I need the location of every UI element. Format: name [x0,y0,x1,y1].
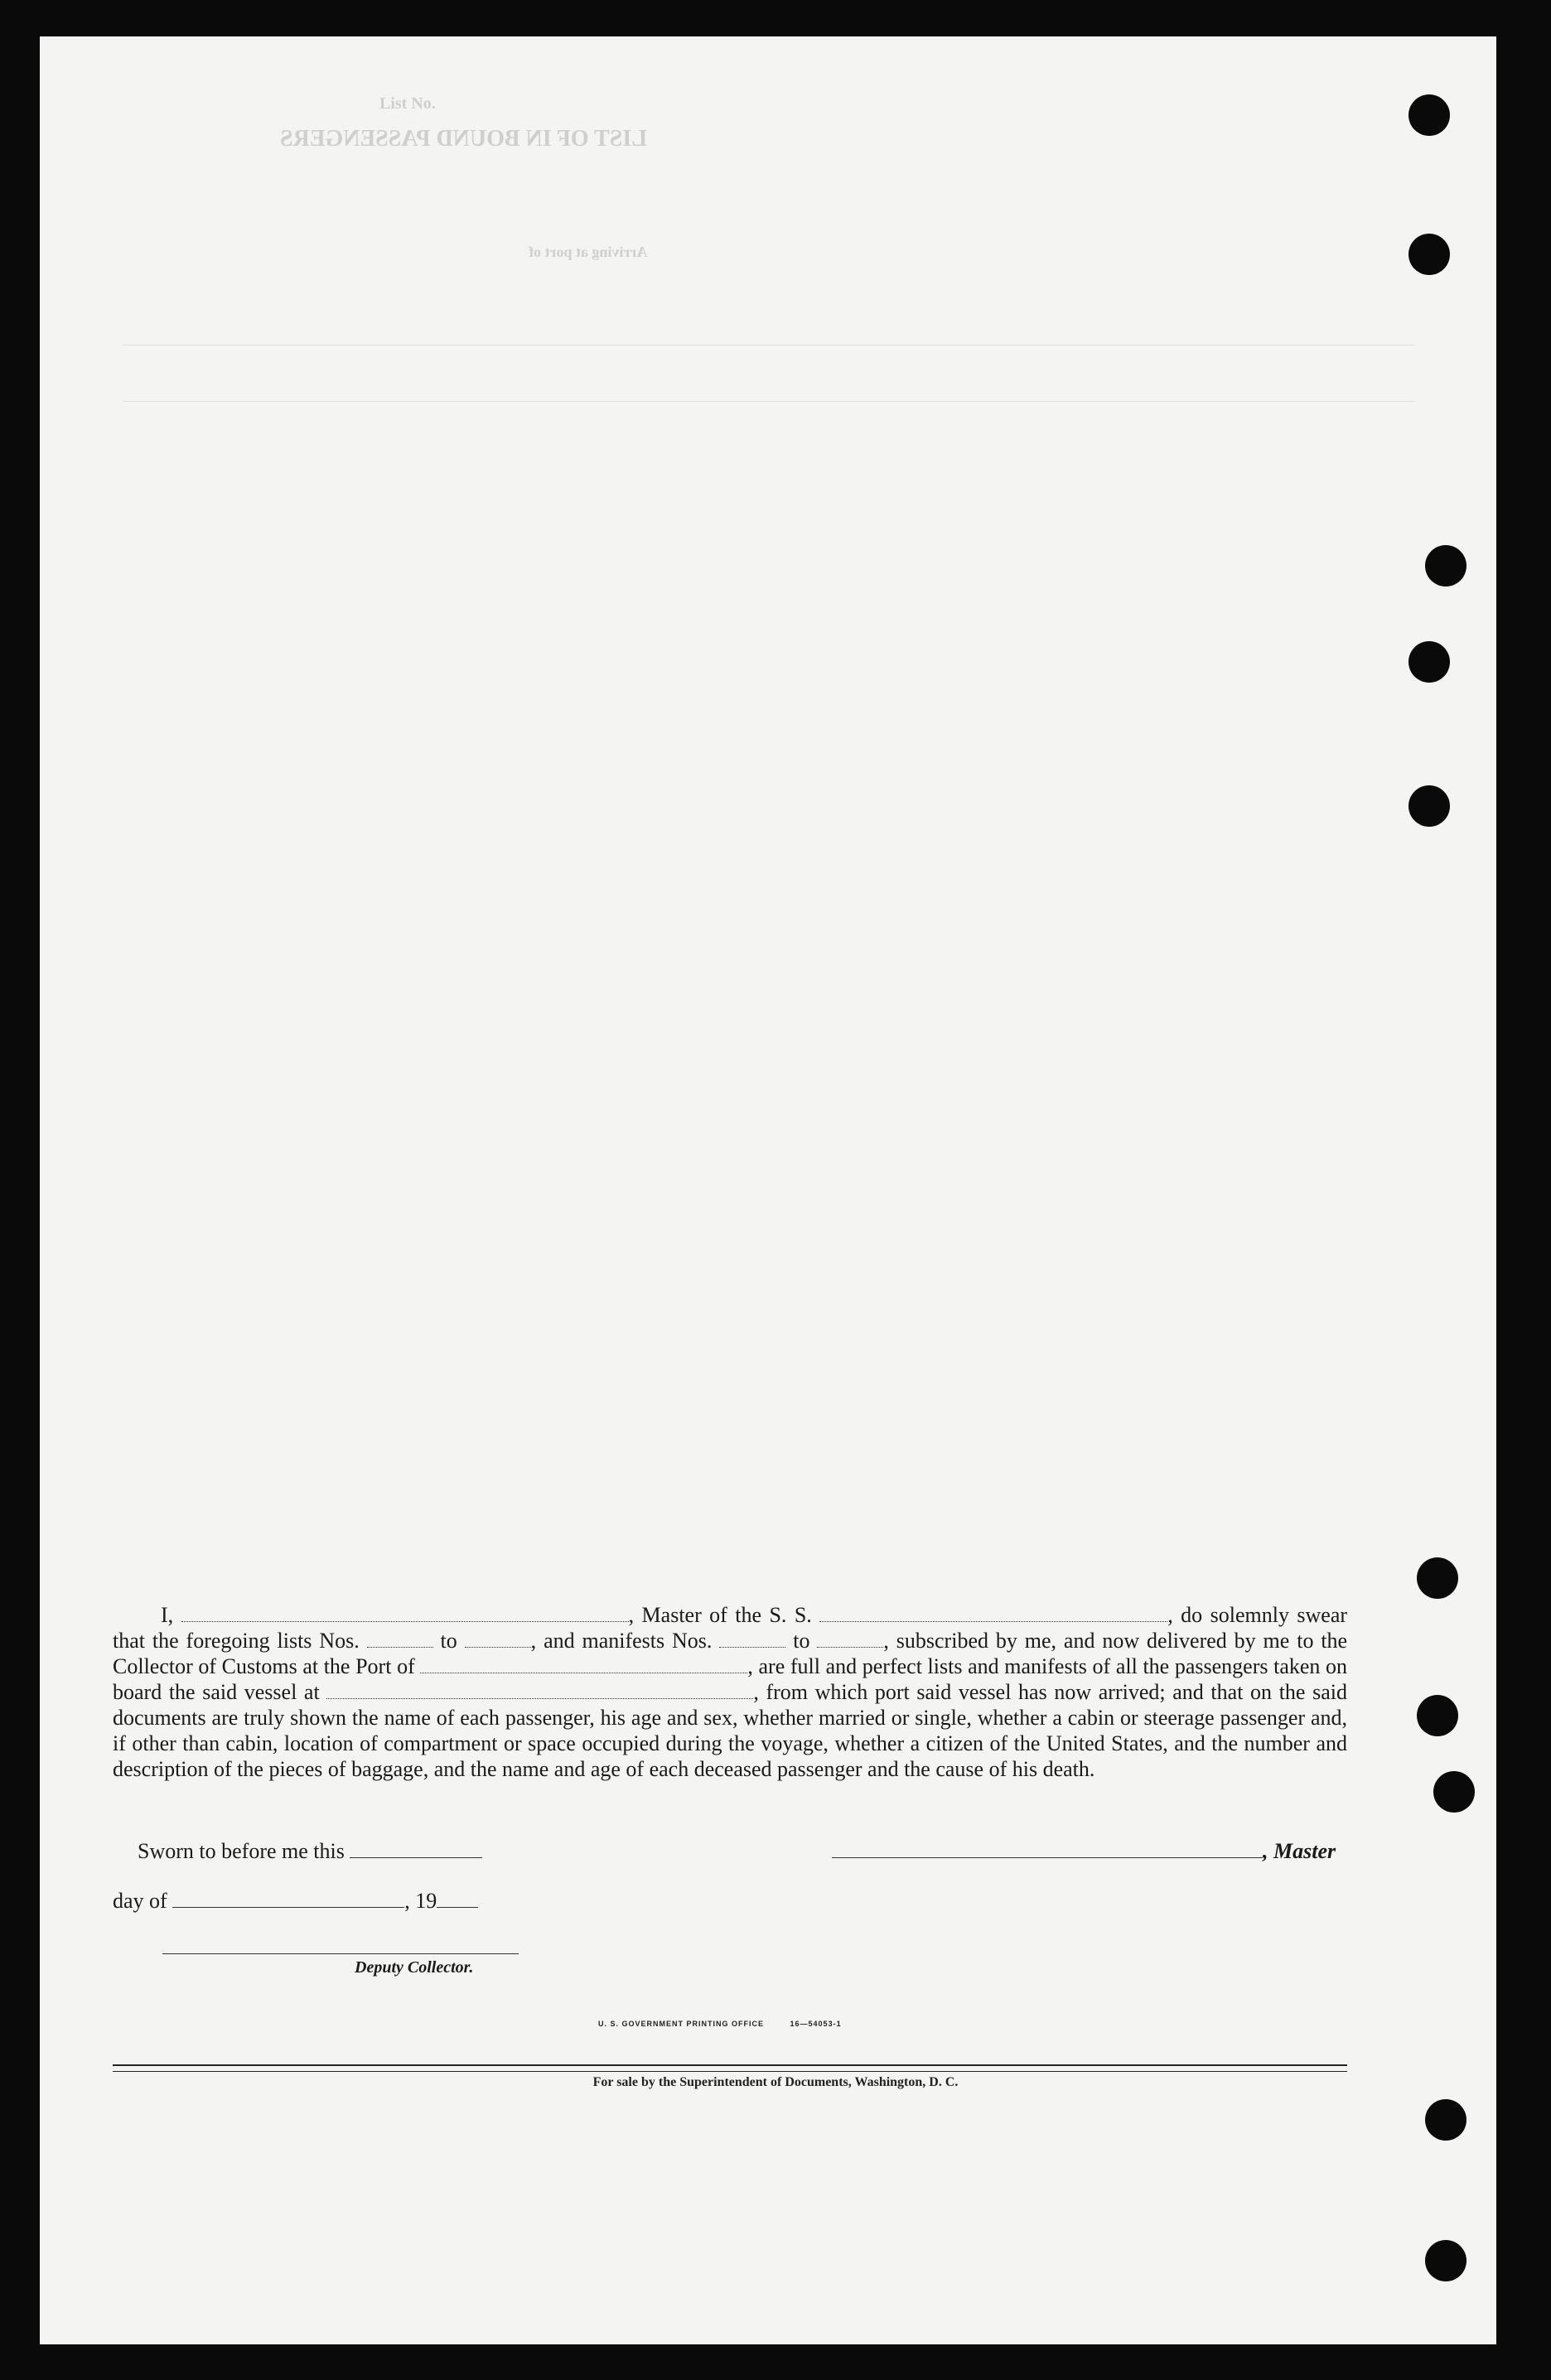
oath-text-solemnly: , do solemnly [1167,1603,1289,1627]
oath-text-subscribed: , subscribed by me, and now [883,1629,1140,1653]
footer-rule-top [113,2064,1347,2066]
oath-text-master-of: , Master of the S. S. [628,1603,812,1627]
deputy-collector-label: Deputy Collector. [355,1958,474,1977]
year-prefix-label: , 19 [404,1889,437,1913]
oath-text-body: port said vessel has now arrived; and that on the said documents are truly shown the name of each passenger, his age and sex, whether married or single, whether a cabin or steerage passenger and, if other than cabin, location of compartment or space occupied during the voyage, whether a citizen of the United States, and the number and description of the pieces of baggage, and the name and age of each deceased passenger and the cause of his death. [113,1680,1347,1781]
punch-hole [1417,1557,1458,1599]
printing-office-text: U. S. GOVERNMENT PRINTING OFFICE [598,2020,765,2028]
oath-text-manifests: , and manifests Nos. [530,1629,713,1653]
oath-text-manifests-all: manifests of all the passengers taken on board the said vessel at [113,1654,1348,1704]
form-number-text: 16—54053-1 [790,2020,842,2028]
manifests-to-field[interactable] [817,1630,883,1648]
day-of-label: day of [113,1889,167,1913]
sworn-label: Sworn to before me this [138,1839,345,1863]
faded-header-rule-2 [123,401,1415,402]
master-oath-paragraph [113,1602,1347,1782]
sworn-date-field[interactable] [350,1842,482,1858]
punch-hole [1425,2240,1466,2281]
oath-text-to-2: to [793,1629,810,1653]
oath-text-delivered: delivered by me to the Collector of Customs at the Port of [113,1629,1348,1678]
oath-text-swear: swear that the foregoing lists Nos. [113,1603,1348,1653]
faded-list-no: List No. [379,94,436,113]
deputy-signature-line[interactable] [162,1938,519,1954]
punch-hole [1433,1771,1475,1813]
lists-from-field[interactable] [367,1630,433,1648]
month-field[interactable] [172,1892,404,1908]
master-name-field[interactable] [181,1605,629,1622]
vessel-name-field[interactable] [819,1605,1167,1622]
master-signature-row [832,1839,1336,1864]
oath-text-from-which: , from which [753,1680,868,1704]
punch-hole [1425,2099,1466,2141]
faded-list-title: LIST OF IN BOUND PASSENGERS [280,126,647,152]
punch-hole [1417,1695,1458,1736]
sworn-row [138,1839,482,1864]
for-sale-notice: For sale by the Superintendent of Documents, Washington, D. C. [592,2075,959,2089]
punch-hole [1408,234,1450,275]
oath-text-to-1: to [440,1629,457,1653]
punch-hole [1408,94,1450,136]
footer-rule-bottom [113,2071,1347,2072]
oath-text-full: , are full and perfect lists and [747,1654,999,1678]
form-sheet [40,36,1496,2344]
manifests-from-field[interactable] [719,1630,785,1648]
day-of-row [113,1889,478,1914]
printing-office-imprint [598,2020,842,2028]
faded-arriving: Arriving at port of [529,244,648,260]
port-of-arrival-field[interactable] [420,1656,747,1673]
punch-hole [1425,545,1466,587]
punch-hole [1408,785,1450,827]
lists-to-field[interactable] [465,1630,531,1648]
oath-word-i: I, [161,1603,174,1627]
port-of-departure-field[interactable] [326,1682,753,1699]
master-signature-field[interactable] [832,1842,1263,1858]
punch-hole [1408,641,1450,683]
year-field[interactable] [437,1892,478,1908]
master-signature-label: , Master [1263,1839,1336,1863]
